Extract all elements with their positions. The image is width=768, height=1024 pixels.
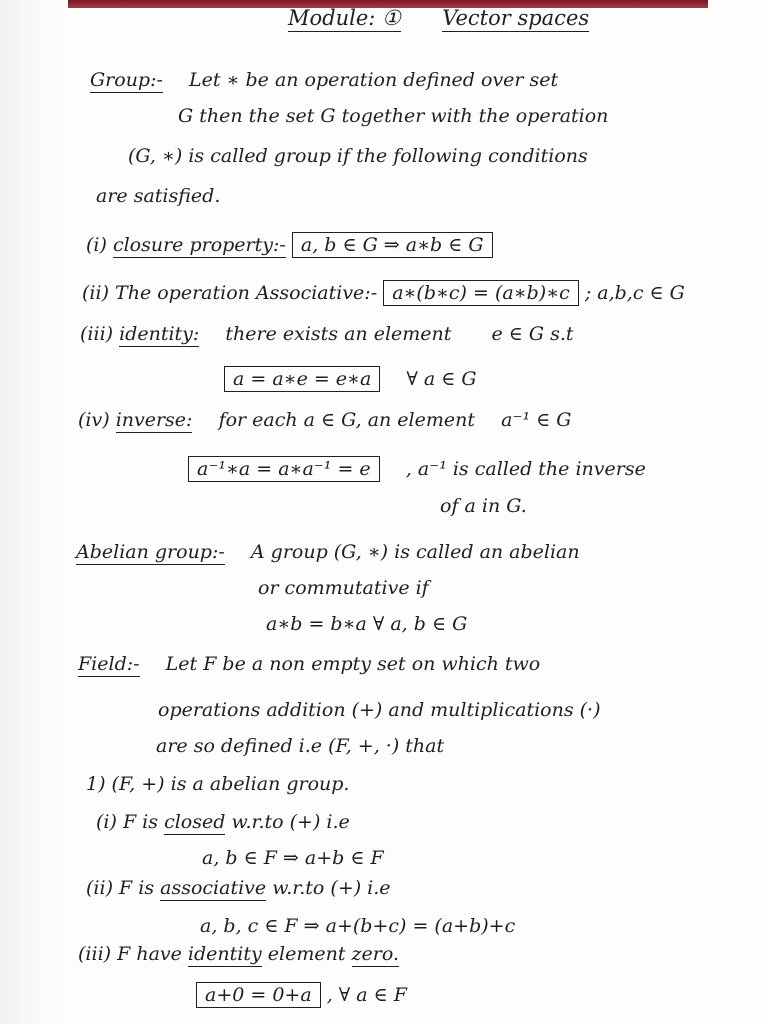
topic-label: Vector spaces: [442, 6, 590, 30]
field-definition-line-3: are so defined i.e (F, +, ·) that: [156, 735, 445, 757]
field-identity-underlined: identity: [187, 943, 262, 965]
identity-formula: a = a∗e = e∗a: [224, 366, 380, 392]
identity-number: (iii): [80, 323, 114, 345]
field-text-1: Let F be a non empty set on which two: [165, 653, 541, 675]
identity-element: e ∈ G s.t: [491, 323, 574, 345]
field-closure: [96, 810, 350, 834]
field-associative-formula: a, b, c ∈ F ⇒ a+(b+c) = (a+b)+c: [200, 915, 516, 937]
abelian-text-1: A group (G, ∗) is called an abelian: [250, 541, 580, 563]
field-associative: [86, 876, 391, 900]
field-associative-tail: w.r.to (+) i.e: [272, 877, 391, 899]
field-identity-zero: zero.: [351, 943, 400, 965]
associative-tail: ; a,b,c ∈ G: [584, 282, 685, 304]
field-associative-text: F is: [119, 877, 155, 899]
closure-formula: a, b ∈ G ⇒ a∗b ∈ G: [292, 232, 493, 258]
field-definition-line-1: [78, 652, 540, 676]
identity-label: identity:: [119, 323, 200, 345]
inverse-label: inverse:: [115, 409, 193, 431]
field-associative-underlined: associative: [160, 877, 267, 899]
group-definition-line-2: G then the set G together with the operation: [178, 105, 609, 127]
inverse-formula: a⁻¹∗a = a∗a⁻¹ = e: [188, 456, 380, 482]
closure-label: closure property:-: [112, 234, 286, 256]
group-definition-line-3: (G, ∗) is called group if the following conditions: [128, 145, 588, 167]
inverse-text: for each a ∈ G, an element: [218, 409, 475, 431]
abelian-formula: a∗b = b∗a ∀ a, b ∈ G: [266, 613, 468, 635]
field-heading: Field:-: [78, 653, 140, 675]
associative-number: (ii): [82, 282, 109, 304]
field-identity: [78, 942, 399, 966]
inverse-formula-line: [188, 456, 646, 482]
group-definition-line-4: are satisfied.: [96, 185, 221, 207]
closure-property: [86, 232, 493, 258]
field-closure-formula: a, b ∈ F ⇒ a+b ∈ F: [202, 847, 384, 869]
page-title: [288, 6, 589, 30]
field-identity-tail: , ∀ a ∈ F: [326, 984, 407, 1006]
abelian-definition-line-1: [76, 540, 580, 564]
page-margin-shadow: [0, 0, 68, 1024]
module-label: Module: ①: [288, 6, 401, 30]
identity-property: [80, 322, 574, 346]
field-closure-underlined: closed: [164, 811, 226, 833]
field-identity-number: (iii): [78, 943, 112, 965]
inverse-number: (iv): [78, 409, 110, 431]
associative-property: [82, 280, 685, 306]
closure-number: (i): [86, 234, 107, 256]
associative-formula: a∗(b∗c) = (a∗b)∗c: [383, 280, 579, 306]
field-closure-tail: w.r.to (+) i.e: [231, 811, 350, 833]
field-definition-line-2: operations addition (+) and multiplications (·): [158, 699, 601, 721]
group-text-1: Let ∗ be an operation defined over set: [189, 69, 559, 91]
identity-formula-line: [224, 366, 477, 392]
field-identity-text: F have: [117, 943, 182, 965]
associative-label: The operation Associative:-: [115, 282, 378, 304]
group-definition-line-1: [90, 68, 558, 92]
inverse-tail-line-2: of a in G.: [440, 495, 527, 517]
field-closure-number: (i): [96, 811, 117, 833]
field-identity-formula-line: [196, 982, 407, 1008]
field-associative-number: (ii): [86, 877, 113, 899]
inverse-element: a⁻¹ ∈ G: [501, 409, 572, 431]
abelian-heading: Abelian group:-: [76, 541, 225, 563]
identity-tail: ∀ a ∈ G: [406, 368, 477, 390]
field-identity-mid: element: [267, 943, 346, 965]
identity-text: there exists an element: [225, 323, 452, 345]
group-heading: Group:-: [90, 69, 163, 91]
inverse-property: [78, 408, 571, 432]
field-identity-formula: a+0 = 0+a: [196, 982, 321, 1008]
field-item-1: 1) (F, +) is a abelian group.: [86, 773, 350, 795]
inverse-tail: , a⁻¹ is called the inverse: [405, 458, 646, 480]
field-closure-text: F is: [122, 811, 159, 833]
abelian-definition-line-2: or commutative if: [258, 577, 429, 599]
